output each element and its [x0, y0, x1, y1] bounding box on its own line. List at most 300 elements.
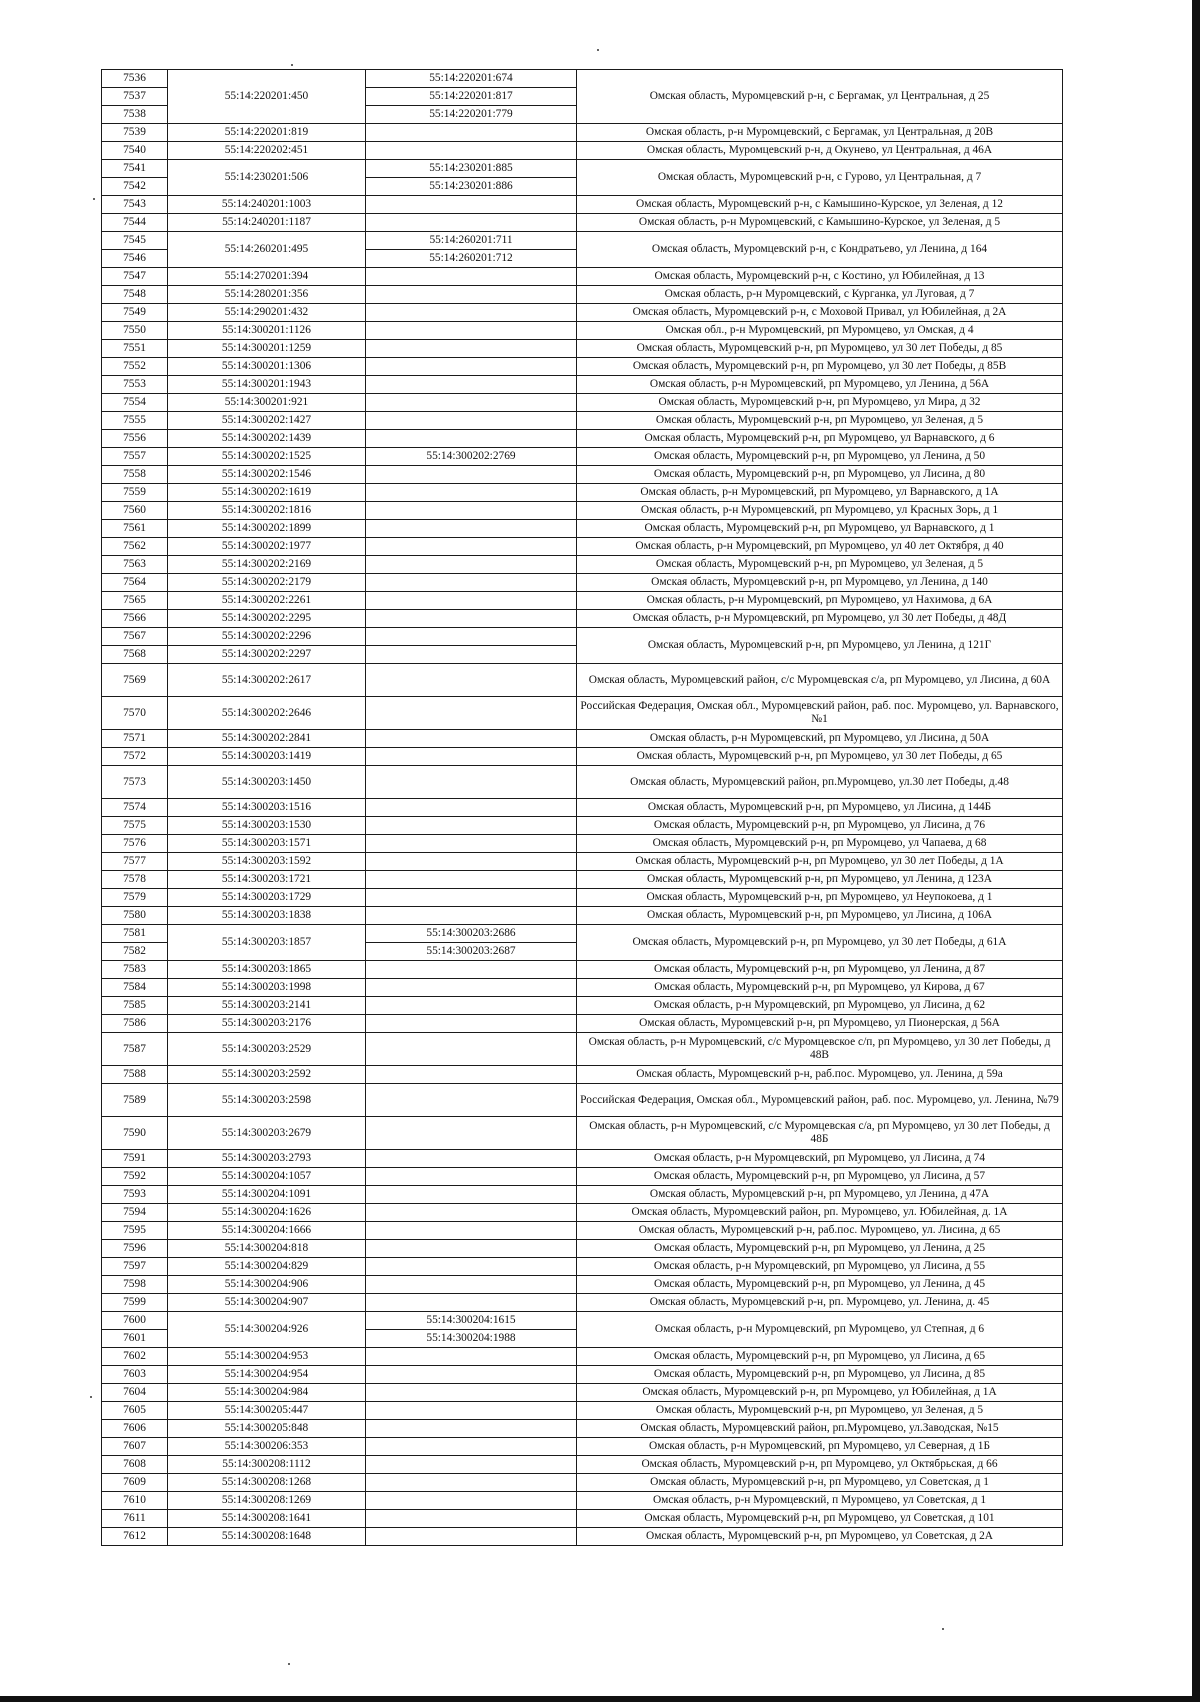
cadastral-number-cell: 55:14:300204:1666 [168, 1222, 366, 1240]
cadastral-number-cell: 55:14:300208:1269 [168, 1492, 366, 1510]
cadastral-number-cell: 55:14:300204:926 [168, 1312, 366, 1348]
linked-cadastral-cell [366, 196, 577, 214]
table-row [102, 1510, 1063, 1528]
row-number-cell: 7599 [102, 1294, 168, 1312]
table-row [102, 592, 1063, 610]
linked-cadastral-cell [366, 592, 577, 610]
linked-cadastral-cell [366, 268, 577, 286]
row-number-cell: 7580 [102, 907, 168, 925]
row-number-cell: 7549 [102, 304, 168, 322]
cadastral-number-cell: 55:14:300203:1516 [168, 799, 366, 817]
linked-cadastral-cell [366, 1294, 577, 1312]
cadastral-number-cell: 55:14:300204:953 [168, 1348, 366, 1366]
table-row [102, 979, 1063, 997]
linked-cadastral-cell [366, 1258, 577, 1276]
row-number-cell: 7606 [102, 1420, 168, 1438]
table-row [102, 1168, 1063, 1186]
row-number-cell: 7543 [102, 196, 168, 214]
linked-cadastral-cell [366, 817, 577, 835]
address-cell: Омская область, Муромцевский р-н, рп Муромцево, ул Чапаева, д 68 [577, 835, 1063, 853]
linked-cadastral-cell [366, 214, 577, 232]
row-number-cell: 7563 [102, 556, 168, 574]
linked-cadastral-cell [366, 997, 577, 1015]
address-cell: Омская область, р-н Муромцевский, рп Муромцево, ул Лисина, д 50А [577, 730, 1063, 748]
cadastral-number-cell: 55:14:300206:353 [168, 1438, 366, 1456]
cadastral-number-cell: 55:14:300204:818 [168, 1240, 366, 1258]
address-cell: Омская область, р-н Муромцевский, рп Муромцево, ул 40 лет Октября, д 40 [577, 538, 1063, 556]
cadastral-number-cell: 55:14:300202:1816 [168, 502, 366, 520]
linked-cadastral-cell [366, 1366, 577, 1384]
row-number-cell: 7547 [102, 268, 168, 286]
table-row [102, 286, 1063, 304]
cadastral-number-cell: 55:14:300203:2793 [168, 1150, 366, 1168]
table-row [102, 142, 1063, 160]
table-row [102, 376, 1063, 394]
address-cell: Омская область, Муромцевский р-н, рп Муромцево, ул Кирова, д 67 [577, 979, 1063, 997]
row-number-cell: 7601 [102, 1330, 168, 1348]
address-cell: Омская область, Муромцевский р-н, рп Муромцево, ул Октябрьская, д 66 [577, 1456, 1063, 1474]
row-number-cell: 7571 [102, 730, 168, 748]
table-row [102, 889, 1063, 907]
linked-cadastral-cell [366, 574, 577, 592]
linked-cadastral-cell: 55:14:300204:1988 [366, 1330, 577, 1348]
cadastral-number-cell: 55:14:220201:819 [168, 124, 366, 142]
table-row [102, 1492, 1063, 1510]
linked-cadastral-cell [366, 799, 577, 817]
table-row [102, 799, 1063, 817]
table-row [102, 853, 1063, 871]
row-number-cell: 7610 [102, 1492, 168, 1510]
address-cell: Омская область, Муромцевский р-н, рп Муромцево, ул Ленина, д 47А [577, 1186, 1063, 1204]
address-cell: Российская Федерация, Омская обл., Муромцевский район, раб. пос. Муромцево, ул. Варнавского, №1 [577, 697, 1063, 730]
row-number-cell: 7548 [102, 286, 168, 304]
linked-cadastral-cell [366, 484, 577, 502]
linked-cadastral-cell: 55:14:300203:2686 [366, 925, 577, 943]
linked-cadastral-cell [366, 520, 577, 538]
linked-cadastral-cell [366, 1168, 577, 1186]
row-number-cell: 7574 [102, 799, 168, 817]
table-row [102, 697, 1063, 730]
table-row [102, 610, 1063, 628]
address-cell: Омская область, Муромцевский р-н, рп Муромцево, ул Ленина, д 25 [577, 1240, 1063, 1258]
cadastral-number-cell: 55:14:300204:954 [168, 1366, 366, 1384]
address-cell: Омская область, Муромцевский р-н, рп Муромцево, ул Ленина, д 121Г [577, 628, 1063, 664]
address-cell: Омская область, Муромцевский р-н, рп Муромцево, ул Советская, д 1 [577, 1474, 1063, 1492]
table-row [102, 556, 1063, 574]
table-row [102, 1312, 1063, 1330]
address-cell: Омская область, Муромцевский р-н, с Камышино-Курское, ул Зеленая, д 12 [577, 196, 1063, 214]
linked-cadastral-cell: 55:14:300202:2769 [366, 448, 577, 466]
address-cell: Омская область, Муромцевский р-н, рп Муромцево, ул Мира, д 32 [577, 394, 1063, 412]
row-number-cell: 7608 [102, 1456, 168, 1474]
cadastral-number-cell: 55:14:300202:2841 [168, 730, 366, 748]
address-cell: Омская область, Муромцевский р-н, рп Муромцево, ул Пионерская, д 56А [577, 1015, 1063, 1033]
address-cell: Омская область, Муромцевский р-н, с Гурово, ул Центральная, д 7 [577, 160, 1063, 196]
row-number-cell: 7568 [102, 646, 168, 664]
row-number-cell: 7577 [102, 853, 168, 871]
cadastral-number-cell: 55:14:300202:2617 [168, 664, 366, 697]
row-number-cell: 7572 [102, 748, 168, 766]
address-cell: Омская область, р-н Муромцевский, рп Муромцево, ул Лисина, д 74 [577, 1150, 1063, 1168]
linked-cadastral-cell [366, 766, 577, 799]
row-number-cell: 7593 [102, 1186, 168, 1204]
table-row [102, 1015, 1063, 1033]
linked-cadastral-cell [366, 1276, 577, 1294]
linked-cadastral-cell [366, 853, 577, 871]
table-row [102, 835, 1063, 853]
register-body [102, 70, 1063, 1546]
cadastral-number-cell: 55:14:300202:1619 [168, 484, 366, 502]
table-row [102, 430, 1063, 448]
linked-cadastral-cell [366, 1438, 577, 1456]
table-row [102, 1294, 1063, 1312]
cadastral-number-cell: 55:14:300203:2592 [168, 1066, 366, 1084]
cadastral-number-cell: 55:14:300202:1899 [168, 520, 366, 538]
address-cell: Омская область, р-н Муромцевский, с Камышино-Курское, ул Зеленая, д 5 [577, 214, 1063, 232]
row-number-cell: 7581 [102, 925, 168, 943]
address-cell: Омская область, Муромцевский р-н, д Окунево, ул Центральная, д 46А [577, 142, 1063, 160]
table-row [102, 1258, 1063, 1276]
address-cell: Омская область, Муромцевский р-н, рп Муромцево, ул Варнавского, д 1 [577, 520, 1063, 538]
linked-cadastral-cell [366, 646, 577, 664]
table-row [102, 1240, 1063, 1258]
linked-cadastral-cell [366, 304, 577, 322]
table-row [102, 1186, 1063, 1204]
address-cell: Омская область, Муромцевский р-н, рп Муромцево, ул Ленина, д 140 [577, 574, 1063, 592]
table-row [102, 1528, 1063, 1546]
cadastral-number-cell: 55:14:300204:829 [168, 1258, 366, 1276]
row-number-cell: 7605 [102, 1402, 168, 1420]
linked-cadastral-cell [366, 1204, 577, 1222]
row-number-cell: 7591 [102, 1150, 168, 1168]
cadastral-number-cell: 55:14:300201:1259 [168, 340, 366, 358]
linked-cadastral-cell: 55:14:300204:1615 [366, 1312, 577, 1330]
scan-speck [291, 64, 293, 66]
cadastral-number-cell: 55:14:300203:1450 [168, 766, 366, 799]
row-number-cell: 7573 [102, 766, 168, 799]
address-cell: Омская область, р-н Муромцевский, п Муромцево, ул Советская, д 1 [577, 1492, 1063, 1510]
table-row [102, 412, 1063, 430]
linked-cadastral-cell: 55:14:220201:779 [366, 106, 577, 124]
row-number-cell: 7559 [102, 484, 168, 502]
cadastral-number-cell: 55:14:300204:1091 [168, 1186, 366, 1204]
linked-cadastral-cell: 55:14:260201:712 [366, 250, 577, 268]
address-cell: Омская область, Муромцевский р-н, рп. Муромцево, ул. Ленина, д. 45 [577, 1294, 1063, 1312]
address-cell: Омская область, Муромцевский р-н, рп Муромцево, ул Зеленая, д 5 [577, 556, 1063, 574]
scan-speck [93, 198, 95, 200]
table-row [102, 1348, 1063, 1366]
cadastral-number-cell: 55:14:300202:2261 [168, 592, 366, 610]
address-cell: Омская область, Муромцевский р-н, рп Муромцево, ул Варнавского, д 6 [577, 430, 1063, 448]
linked-cadastral-cell [366, 1348, 577, 1366]
cadastral-number-cell: 55:14:260201:495 [168, 232, 366, 268]
row-number-cell: 7592 [102, 1168, 168, 1186]
row-number-cell: 7576 [102, 835, 168, 853]
linked-cadastral-cell [366, 322, 577, 340]
linked-cadastral-cell [366, 502, 577, 520]
address-cell: Омская область, р-н Муромцевский, рп Муромцево, ул Северная, д 1Б [577, 1438, 1063, 1456]
table-row [102, 817, 1063, 835]
row-number-cell: 7556 [102, 430, 168, 448]
row-number-cell: 7595 [102, 1222, 168, 1240]
row-number-cell: 7541 [102, 160, 168, 178]
row-number-cell: 7569 [102, 664, 168, 697]
cadastral-number-cell: 55:14:300204:906 [168, 1276, 366, 1294]
row-number-cell: 7560 [102, 502, 168, 520]
address-cell: Омская область, Муромцевский р-н, рп Муромцево, ул Зеленая, д 5 [577, 1402, 1063, 1420]
table-row [102, 1366, 1063, 1384]
table-row [102, 520, 1063, 538]
table-row [102, 1402, 1063, 1420]
linked-cadastral-cell [366, 466, 577, 484]
address-cell: Омская область, Муромцевский р-н, рп Муромцево, ул Советская, д 2А [577, 1528, 1063, 1546]
table-row [102, 1033, 1063, 1066]
cadastral-number-cell: 55:14:300202:2169 [168, 556, 366, 574]
table-row [102, 664, 1063, 697]
table-row [102, 394, 1063, 412]
scan-speck [942, 1628, 944, 1630]
address-cell: Омская область, Муромцевский р-н, рп Муромцево, ул 30 лет Победы, д 61А [577, 925, 1063, 961]
table-row [102, 160, 1063, 178]
address-cell: Омская область, Муромцевский р-н, рп Муромцево, ул Лисина, д 57 [577, 1168, 1063, 1186]
linked-cadastral-cell [366, 1492, 577, 1510]
scan-edge-bottom [0, 1696, 1200, 1702]
cadastral-number-cell: 55:14:300203:2679 [168, 1117, 366, 1150]
linked-cadastral-cell [366, 1084, 577, 1117]
cadastral-number-cell: 55:14:300204:1057 [168, 1168, 366, 1186]
row-number-cell: 7611 [102, 1510, 168, 1528]
cadastral-number-cell: 55:14:300201:1126 [168, 322, 366, 340]
linked-cadastral-cell [366, 871, 577, 889]
address-cell: Омская область, р-н Муромцевский, рп Муромцево, ул 30 лет Победы, д 48Д [577, 610, 1063, 628]
address-cell: Омская область, Муромцевский р-н, рп Муромцево, ул 30 лет Победы, д 65 [577, 748, 1063, 766]
row-number-cell: 7596 [102, 1240, 168, 1258]
table-row [102, 1084, 1063, 1117]
cadastral-number-cell: 55:14:300205:848 [168, 1420, 366, 1438]
linked-cadastral-cell [366, 1033, 577, 1066]
cadastral-number-cell: 55:14:300204:984 [168, 1384, 366, 1402]
cadastral-number-cell: 55:14:300208:1641 [168, 1510, 366, 1528]
row-number-cell: 7604 [102, 1384, 168, 1402]
table-row [102, 538, 1063, 556]
table-row [102, 1222, 1063, 1240]
table-row [102, 1456, 1063, 1474]
row-number-cell: 7544 [102, 214, 168, 232]
cadastral-number-cell: 55:14:300204:907 [168, 1294, 366, 1312]
table-row [102, 232, 1063, 250]
table-row [102, 1150, 1063, 1168]
table-row [102, 214, 1063, 232]
cadastral-register-table [101, 69, 1063, 1546]
row-number-cell: 7588 [102, 1066, 168, 1084]
address-cell: Омская область, р-н Муромцевский, рп Муромцево, ул Красных Зорь, д 1 [577, 502, 1063, 520]
cadastral-number-cell: 55:14:300202:1427 [168, 412, 366, 430]
table-row [102, 484, 1063, 502]
cadastral-number-cell: 55:14:300202:1439 [168, 430, 366, 448]
linked-cadastral-cell: 55:14:300203:2687 [366, 943, 577, 961]
row-number-cell: 7564 [102, 574, 168, 592]
address-cell: Омская область, Муромцевский р-н, рп Муромцево, ул Лисина, д 65 [577, 1348, 1063, 1366]
cadastral-number-cell: 55:14:300203:2141 [168, 997, 366, 1015]
table-row [102, 1384, 1063, 1402]
row-number-cell: 7546 [102, 250, 168, 268]
row-number-cell: 7583 [102, 961, 168, 979]
address-cell: Омская область, р-н Муромцевский, рп Муромцево, ул Степная, д 6 [577, 1312, 1063, 1348]
address-cell: Омская область, Муромцевский р-н, рп Муромцево, ул Зеленая, д 5 [577, 412, 1063, 430]
linked-cadastral-cell: 55:14:230201:886 [366, 178, 577, 196]
row-number-cell: 7538 [102, 106, 168, 124]
row-number-cell: 7550 [102, 322, 168, 340]
table-row [102, 448, 1063, 466]
linked-cadastral-cell [366, 730, 577, 748]
cadastral-number-cell: 55:14:300203:2598 [168, 1084, 366, 1117]
row-number-cell: 7562 [102, 538, 168, 556]
linked-cadastral-cell [366, 1240, 577, 1258]
cadastral-number-cell: 55:14:300203:1721 [168, 871, 366, 889]
linked-cadastral-cell [366, 697, 577, 730]
cadastral-number-cell: 55:14:300203:1838 [168, 907, 366, 925]
row-number-cell: 7612 [102, 1528, 168, 1546]
cadastral-number-cell: 55:14:300203:1419 [168, 748, 366, 766]
address-cell: Омская область, Муромцевский р-н, рп Муромцево, ул 30 лет Победы, д 85 [577, 340, 1063, 358]
row-number-cell: 7578 [102, 871, 168, 889]
row-number-cell: 7551 [102, 340, 168, 358]
linked-cadastral-cell [366, 979, 577, 997]
row-number-cell: 7575 [102, 817, 168, 835]
cadastral-number-cell: 55:14:300203:2176 [168, 1015, 366, 1033]
address-cell: Омская область, р-н Муромцевский, с/с Муромцевская с/а, рп Муромцево, ул 30 лет Победы, д 48Б [577, 1117, 1063, 1150]
cadastral-number-cell: 55:14:300203:1729 [168, 889, 366, 907]
cadastral-number-cell: 55:14:300202:1546 [168, 466, 366, 484]
linked-cadastral-cell [366, 376, 577, 394]
address-cell: Омская область, р-н Муромцевский, рп Муромцево, ул Лисина, д 55 [577, 1258, 1063, 1276]
cadastral-number-cell: 55:14:300204:1626 [168, 1204, 366, 1222]
linked-cadastral-cell: 55:14:220201:674 [366, 70, 577, 88]
table-row [102, 1066, 1063, 1084]
cadastral-number-cell: 55:14:220201:450 [168, 70, 366, 124]
address-cell: Омская область, Муромцевский район, рп.Муромцево, ул.30 лет Победы, д.48 [577, 766, 1063, 799]
linked-cadastral-cell [366, 1066, 577, 1084]
address-cell: Омская область, Муромцевский р-н, рп Муромцево, ул Лисина, д 106А [577, 907, 1063, 925]
scan-speck [597, 49, 599, 51]
table-row [102, 124, 1063, 142]
cadastral-number-cell: 55:14:280201:356 [168, 286, 366, 304]
table-row [102, 358, 1063, 376]
linked-cadastral-cell [366, 286, 577, 304]
address-cell: Омская область, Муромцевский р-н, с Костино, ул Юбилейная, д 13 [577, 268, 1063, 286]
table-row [102, 268, 1063, 286]
linked-cadastral-cell [366, 1117, 577, 1150]
row-number-cell: 7557 [102, 448, 168, 466]
table-row [102, 466, 1063, 484]
address-cell: Омская обл., р-н Муромцевский, рп Муромцево, ул Омская, д 4 [577, 322, 1063, 340]
address-cell: Омская область, р-н Муромцевский, рп Муромцево, ул Нахимова, д 6А [577, 592, 1063, 610]
address-cell: Омская область, р-н Муромцевский, рп Муромцево, ул Варнавского, д 1А [577, 484, 1063, 502]
row-number-cell: 7567 [102, 628, 168, 646]
cadastral-number-cell: 55:14:300203:1571 [168, 835, 366, 853]
linked-cadastral-cell [366, 1474, 577, 1492]
row-number-cell: 7537 [102, 88, 168, 106]
linked-cadastral-cell [366, 628, 577, 646]
cadastral-number-cell: 55:14:270201:394 [168, 268, 366, 286]
row-number-cell: 7553 [102, 376, 168, 394]
row-number-cell: 7607 [102, 1438, 168, 1456]
cadastral-number-cell: 55:14:300203:1592 [168, 853, 366, 871]
address-cell: Омская область, Муромцевский р-н, раб.пос. Муромцево, ул. Лисина, д 65 [577, 1222, 1063, 1240]
cadastral-number-cell: 55:14:220202:451 [168, 142, 366, 160]
address-cell: Омская область, Муромцевский р-н, рп Муромцево, ул Лисина, д 85 [577, 1366, 1063, 1384]
table-row [102, 304, 1063, 322]
linked-cadastral-cell: 55:14:260201:711 [366, 232, 577, 250]
row-number-cell: 7555 [102, 412, 168, 430]
linked-cadastral-cell [366, 1150, 577, 1168]
cadastral-number-cell: 55:14:300202:1977 [168, 538, 366, 556]
scan-speck [288, 1663, 290, 1665]
linked-cadastral-cell [366, 1222, 577, 1240]
address-cell: Российская Федерация, Омская обл., Муромцевский район, раб. пос. Муромцево, ул. Ленина, №79 [577, 1084, 1063, 1117]
table-row [102, 1276, 1063, 1294]
address-cell: Омская область, Муромцевский р-н, рп Муромцево, ул Неупокоева, д 1 [577, 889, 1063, 907]
row-number-cell: 7584 [102, 979, 168, 997]
table-row [102, 1438, 1063, 1456]
table-row [102, 196, 1063, 214]
row-number-cell: 7554 [102, 394, 168, 412]
table-row [102, 730, 1063, 748]
address-cell: Омская область, Муромцевский р-н, рп Муромцево, ул Ленина, д 45 [577, 1276, 1063, 1294]
linked-cadastral-cell [366, 394, 577, 412]
linked-cadastral-cell: 55:14:230201:885 [366, 160, 577, 178]
table-row [102, 1420, 1063, 1438]
address-cell: Омская область, Муромцевский р-н, рп Муромцево, ул Лисина, д 80 [577, 466, 1063, 484]
row-number-cell: 7603 [102, 1366, 168, 1384]
table-row [102, 1204, 1063, 1222]
address-cell: Омская область, р-н Муромцевский, с Бергамак, ул Центральная, д 20В [577, 124, 1063, 142]
address-cell: Омская область, Муромцевский р-н, рп Муромцево, ул Юбилейная, д 1А [577, 1384, 1063, 1402]
table-row [102, 574, 1063, 592]
address-cell: Омская область, Муромцевский р-н, с Моховой Привал, ул Юбилейная, д 2А [577, 304, 1063, 322]
table-row [102, 961, 1063, 979]
row-number-cell: 7598 [102, 1276, 168, 1294]
row-number-cell: 7539 [102, 124, 168, 142]
cadastral-number-cell: 55:14:300203:1865 [168, 961, 366, 979]
row-number-cell: 7600 [102, 1312, 168, 1330]
linked-cadastral-cell [366, 430, 577, 448]
address-cell: Омская область, Муромцевский р-н, рп Муромцево, ул Лисина, д 76 [577, 817, 1063, 835]
cadastral-number-cell: 55:14:300202:1525 [168, 448, 366, 466]
linked-cadastral-cell [366, 1186, 577, 1204]
linked-cadastral-cell [366, 907, 577, 925]
table-row [102, 1474, 1063, 1492]
cadastral-number-cell: 55:14:300203:1530 [168, 817, 366, 835]
cadastral-number-cell: 55:14:300208:1268 [168, 1474, 366, 1492]
address-cell: Омская область, р-н Муромцевский, с Курганка, ул Луговая, д 7 [577, 286, 1063, 304]
address-cell: Омская область, Муромцевский р-н, рп Муромцево, ул 30 лет Победы, д 1А [577, 853, 1063, 871]
row-number-cell: 7558 [102, 466, 168, 484]
row-number-cell: 7566 [102, 610, 168, 628]
linked-cadastral-cell [366, 340, 577, 358]
linked-cadastral-cell [366, 1015, 577, 1033]
cadastral-number-cell: 55:14:240201:1003 [168, 196, 366, 214]
table-row [102, 502, 1063, 520]
linked-cadastral-cell [366, 1402, 577, 1420]
row-number-cell: 7570 [102, 697, 168, 730]
address-cell: Омская область, Муромцевский р-н, рп Муромцево, ул Советская, д 101 [577, 1510, 1063, 1528]
row-number-cell: 7609 [102, 1474, 168, 1492]
table-row [102, 340, 1063, 358]
row-number-cell: 7602 [102, 1348, 168, 1366]
address-cell: Омская область, Муромцевский район, с/с Муромцевская с/а, рп Муромцево, ул Лисина, д 60А [577, 664, 1063, 697]
address-cell: Омская область, Муромцевский р-н, рп Муромцево, ул 30 лет Победы, д 85В [577, 358, 1063, 376]
